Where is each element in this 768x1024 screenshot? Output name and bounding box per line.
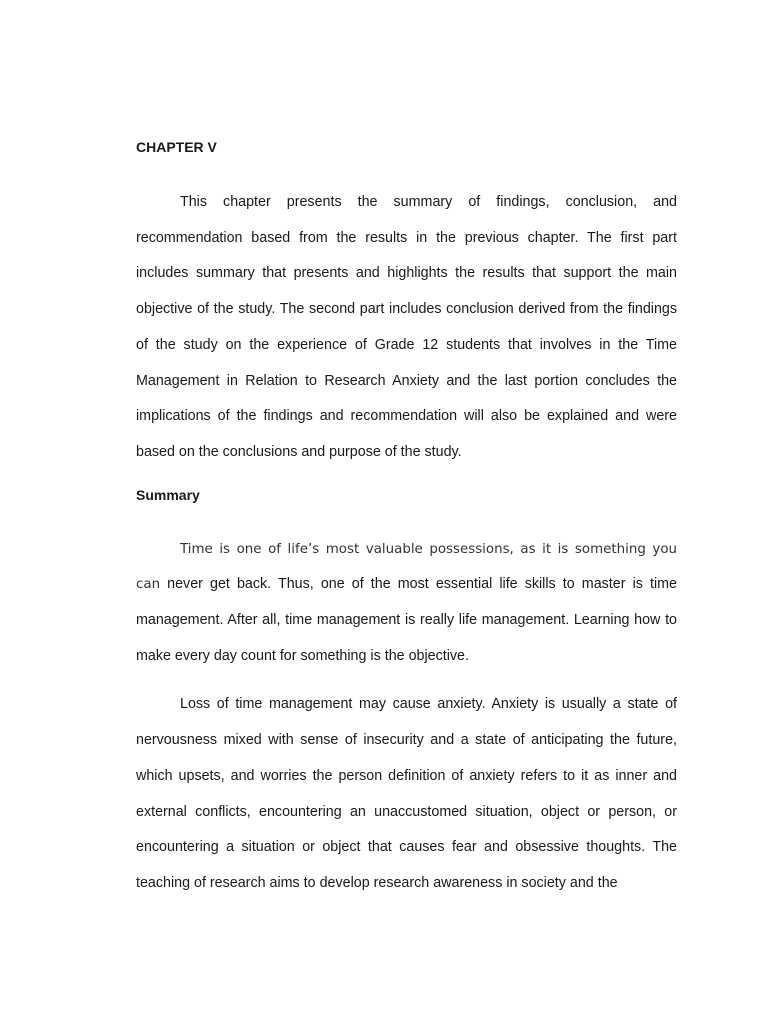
summary-paragraph-1-rest: never get back. Thus, one of the most essential life skills to master is time management. After all, time management is really life management. Learning how to make every day count for something is the objective. bbox=[136, 576, 677, 664]
chapter-title: CHAPTER V bbox=[136, 139, 217, 155]
intro-paragraph: This chapter presents the summary of findings, conclusion, and recommendation based from the results in the previous chapter. The first part includes summary that presents and highlights the results that support the main objective of the study. The second part includes conclusion derived from the findings of the study on the experience of Grade 12 students that involves in the Time Management in Relation to Research Anxiety and the last portion concludes the implications of the findings and recommendation will also be explained and were based on the conclusions and purpose of the study. bbox=[136, 194, 677, 460]
summary-paragraph-2: Loss of time management may cause anxiety. Anxiety is usually a state of nervousness mixed with sense of insecurity and a state of anticipating the future, which upsets, and worries the person definition of anxiety refers to it as inner and external conflicts, encountering an unaccustomed situation, object or person, or encountering a situation or object that causes fear and obsessive thoughts. The teaching of research aims to develop research awareness in society and the bbox=[136, 696, 677, 891]
page-content bbox=[136, 136, 677, 915]
summary-paragraph-1-lead: Time is one of life’s most valuable possessions, as it is something you can bbox=[136, 541, 677, 593]
summary-heading: Summary bbox=[136, 486, 200, 503]
summary-paragraph-1 bbox=[136, 532, 677, 675]
